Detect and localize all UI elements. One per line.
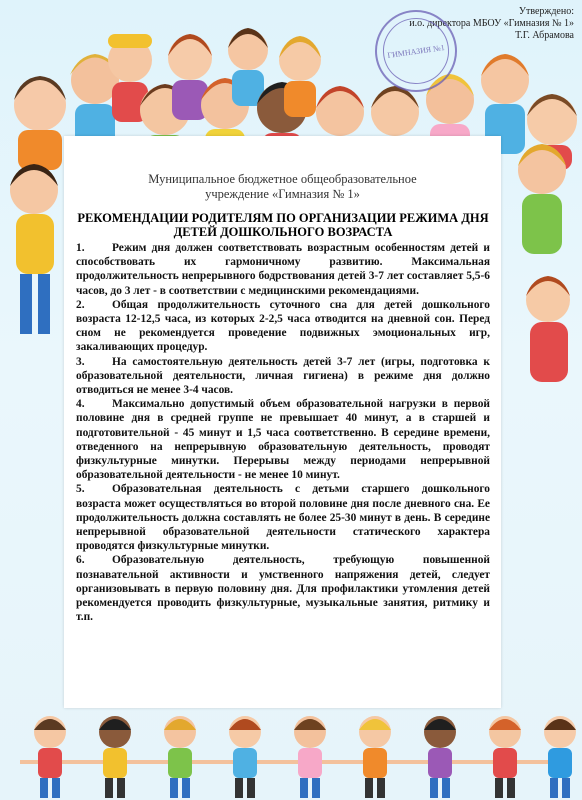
org-line-1: Муниципальное бюджетное общеобразовательное bbox=[148, 172, 417, 186]
item-number: 3. bbox=[76, 355, 85, 368]
approval-line-2: и.о. директора МБОУ «Гимназия № 1» bbox=[409, 18, 574, 29]
list-item bbox=[76, 553, 490, 624]
approval-line-3: Т.Г. Абрамова bbox=[515, 30, 574, 41]
approval-line-1: Утверждено: bbox=[518, 6, 574, 17]
children-illustration-bottom bbox=[0, 712, 582, 800]
child-figure bbox=[544, 716, 576, 798]
item-text: Образовательную деятельность, требующую повышенной познавательной активности и умственного напряжения детей, следует организовывать в первую половину дня. Для профилактики утомления детей рекомендуется проводить физкультурные, музыкальные занятия, ритмику и т.п. bbox=[76, 554, 490, 624]
child-figure bbox=[279, 36, 321, 117]
item-text: Образовательная деятельность с детьми старшего дошкольного возраста может осуществляться во второй половине дня после дневного сна. Ее продолжительность должна составлять не более 25-30 минут в день. В середине непрерывной образовательной деятельности статического характера проводятся физкультурные минутки. bbox=[76, 483, 490, 553]
organization-name bbox=[64, 172, 501, 202]
stamp-text: ГИМНАЗИЯ №1 bbox=[386, 42, 446, 60]
child-figure bbox=[489, 716, 521, 798]
list-item bbox=[76, 397, 490, 482]
child-figure bbox=[164, 716, 196, 798]
child-figure bbox=[99, 716, 131, 798]
recommendations-list bbox=[76, 241, 490, 624]
org-line-2: учреждение «Гимназия № 1» bbox=[205, 187, 360, 201]
child-figure bbox=[424, 716, 456, 798]
child-figure bbox=[294, 716, 326, 798]
list-item bbox=[76, 355, 490, 398]
item-text: Режим дня должен соответствовать возрастным особенностям детей и способствовать их гармоничному развитию. Максимальная продолжительность непрерывного бодрствования детей 3-7 лет составляет 5,5-6 часов, до 3 лет - в соответствии с медицинскими рекомендациями. bbox=[76, 242, 490, 297]
item-number: 2. bbox=[76, 298, 85, 311]
item-text: На самостоятельную деятельность детей 3-7 лет (игры, подготовка к образовательной деятельности, личная гигиена) в режиме дня должно отводиться не менее 3-4 часов. bbox=[76, 355, 490, 397]
child-figure bbox=[14, 76, 66, 170]
child-figure bbox=[229, 716, 261, 798]
list-item bbox=[76, 298, 490, 355]
child-figure bbox=[34, 716, 66, 798]
child-figure bbox=[359, 716, 391, 798]
item-number: 1. bbox=[76, 242, 85, 254]
item-text: Максимально допустимый объем образовательной нагрузки в первой половине дня в средней группе не превышает 40 минут, а в старшей и подготовительной - 45 минут и 1,5 часа соответственно. В середине времени, отведенного на непрерывную образовательную деятельность, проводят физкультурные минутки. Перерывы между периодами непрерывной образовательной деятельности - не менее 10 минут. bbox=[76, 398, 490, 482]
list-item bbox=[76, 482, 490, 553]
children-illustration-left bbox=[0, 160, 64, 360]
title-line-2: ДЕТЕЙ ДОШКОЛЬНОГО ВОЗРАСТА bbox=[173, 225, 393, 239]
item-number: 4. bbox=[76, 398, 85, 411]
list-item bbox=[76, 241, 490, 298]
item-number: 5. bbox=[76, 483, 85, 496]
children-illustration-right bbox=[502, 140, 582, 440]
page-title bbox=[55, 211, 511, 239]
title-line-1: РЕКОМЕНДАЦИИ РОДИТЕЛЯМ ПО ОРГАНИЗАЦИИ РЕЖИМА ДНЯ bbox=[77, 211, 489, 225]
item-text: Общая продолжительность суточного сна для детей дошкольного возраста 12-12,5 часа, из которых 2-2,5 часа отводится на дневной сон. Перед сном не рекомендуется проведение подвижных эмоциональных игр, закаливающих процедур. bbox=[76, 298, 490, 354]
item-number: 6. bbox=[76, 554, 85, 567]
